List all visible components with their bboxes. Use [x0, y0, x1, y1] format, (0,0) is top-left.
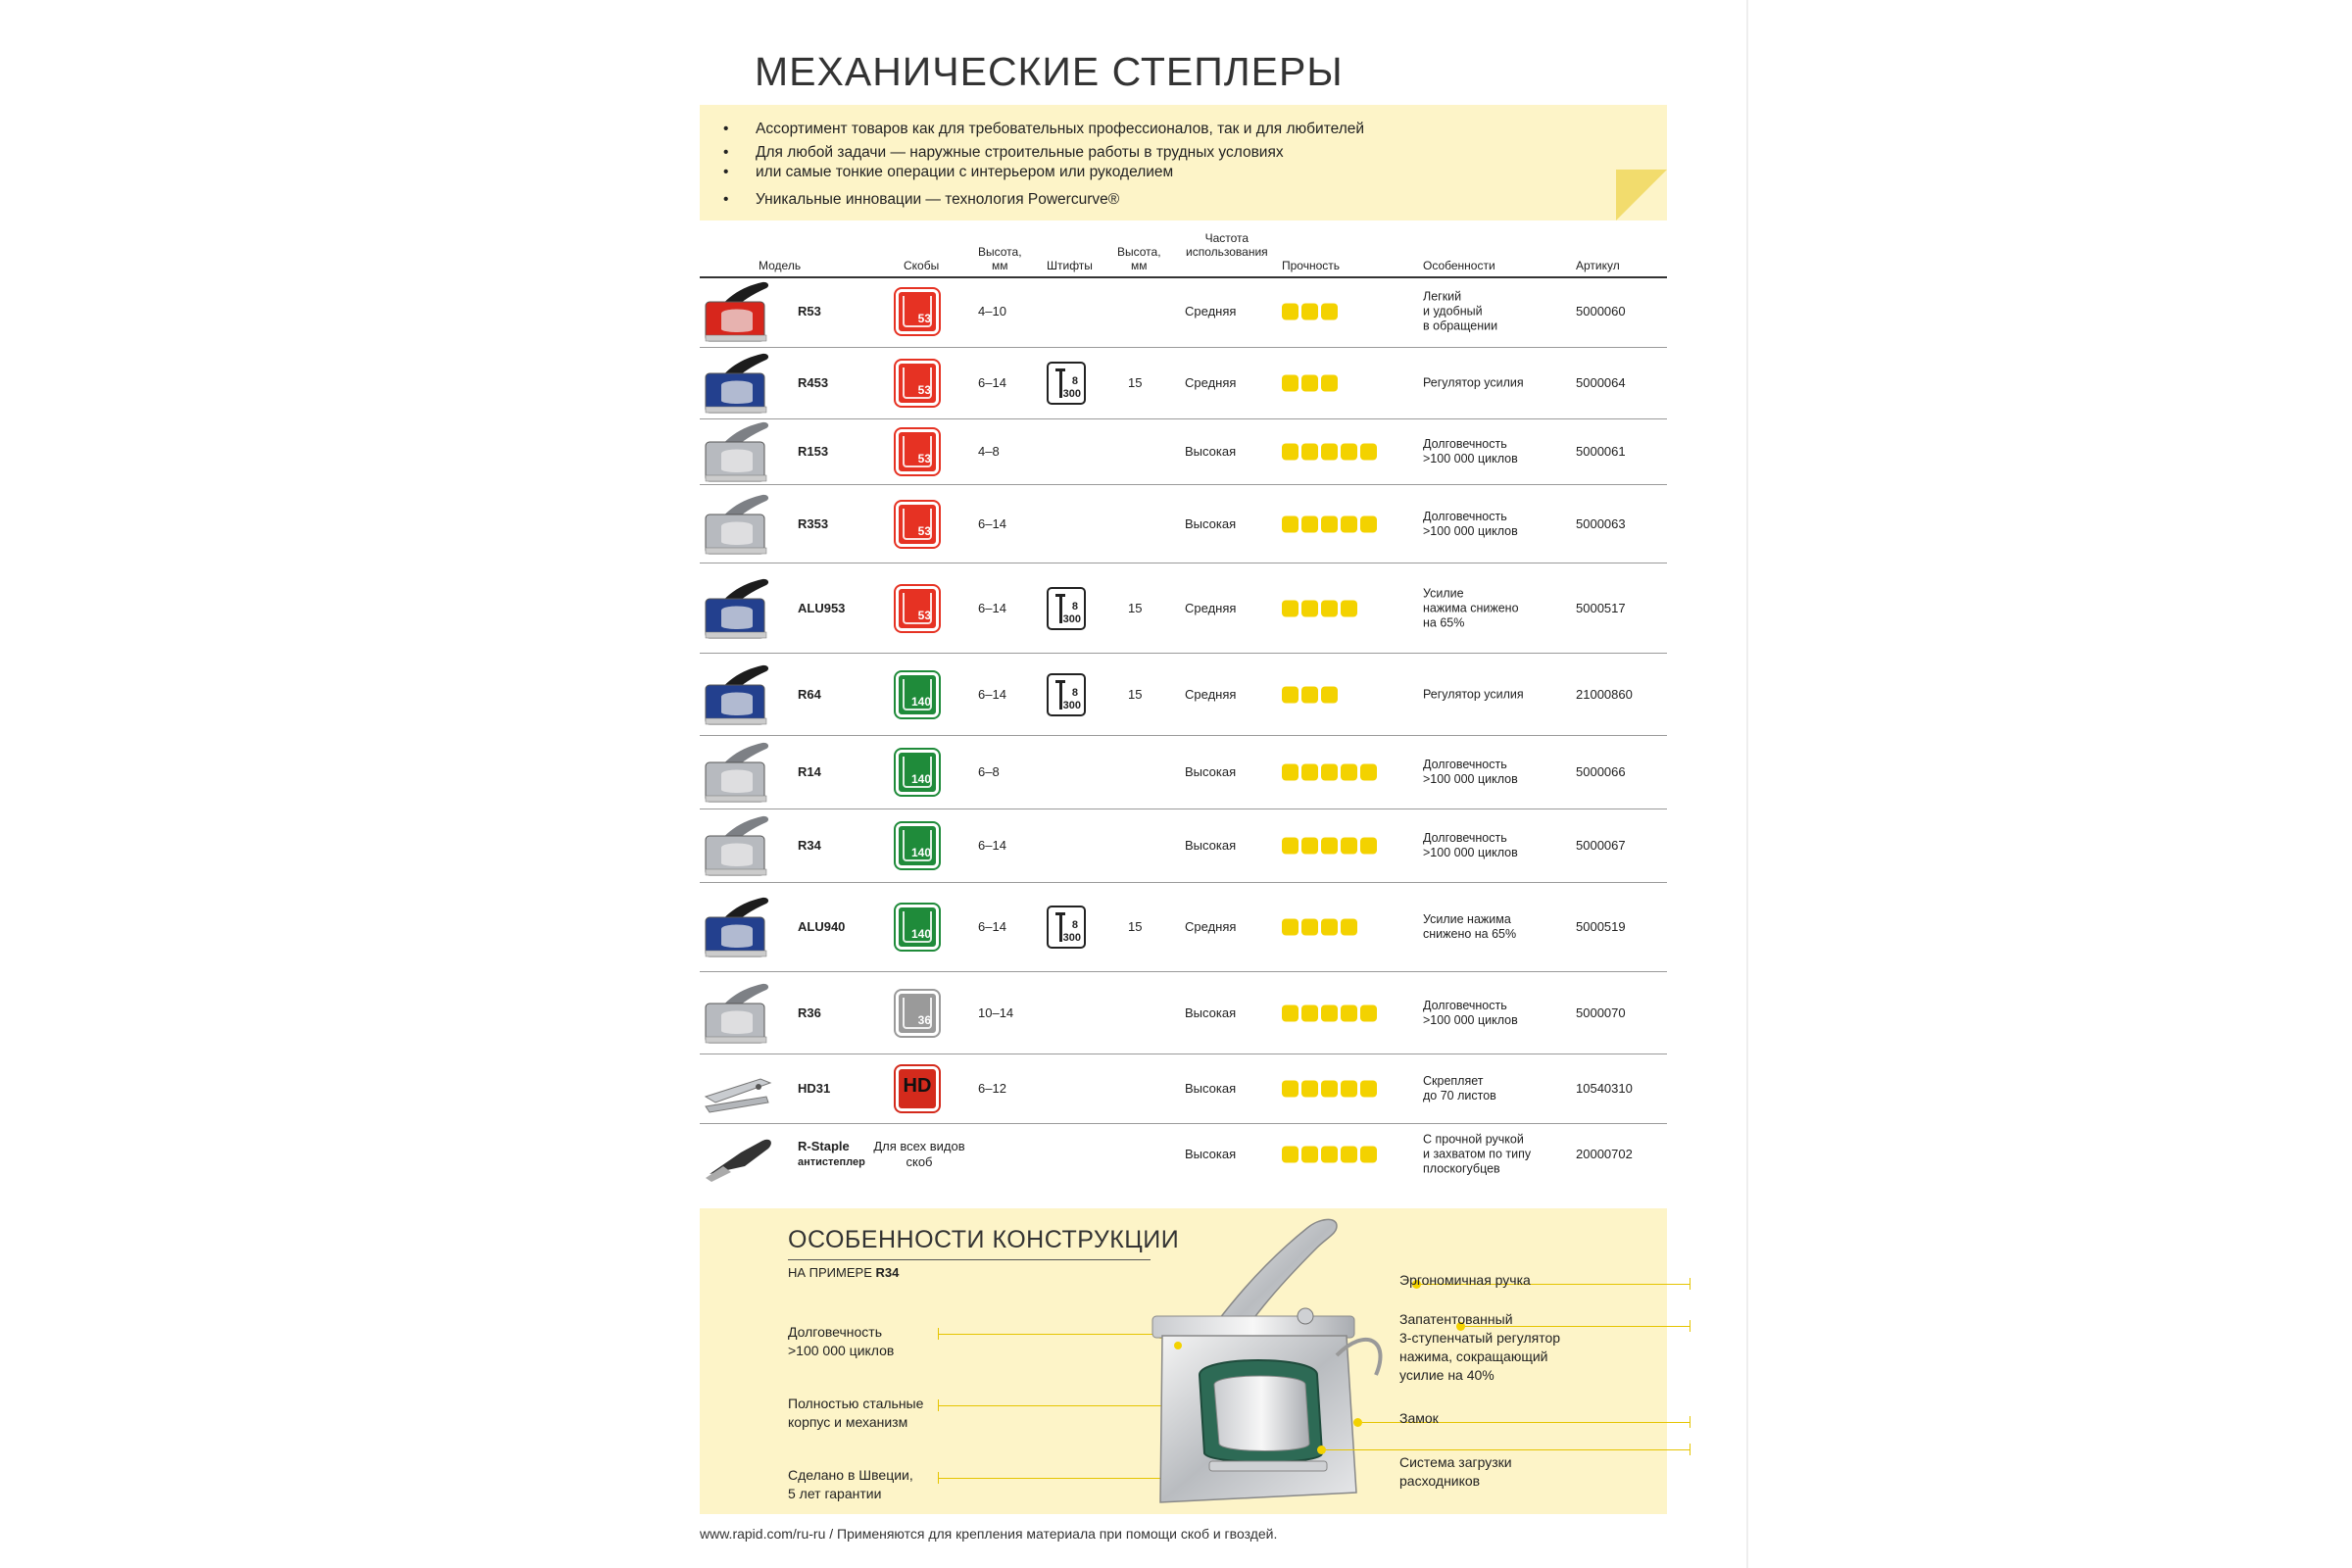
- features-line: Долговечность: [1423, 509, 1507, 523]
- stapler-image: [702, 663, 775, 726]
- strength-dot: [1321, 838, 1338, 855]
- strength-rating: [1282, 686, 1338, 703]
- staple-height: 6–14: [978, 919, 1006, 934]
- strength-dot: [1301, 444, 1318, 461]
- model-label: R453: [798, 375, 829, 390]
- strength-dot: [1321, 764, 1338, 781]
- callout-sweden: [788, 1466, 913, 1503]
- page-fold: [1616, 170, 1667, 220]
- strength-dot: [1321, 444, 1338, 461]
- strength-dot: [1321, 1146, 1338, 1162]
- strength-dot: [1282, 1081, 1298, 1098]
- pin-type-icon: [1047, 673, 1086, 716]
- pin-height: 15: [1128, 375, 1143, 390]
- callout-durability: [788, 1323, 894, 1360]
- staple-height: 6–12: [978, 1081, 1006, 1096]
- callout-handle: [1399, 1271, 1531, 1290]
- features-line: Долговечность: [1423, 437, 1507, 451]
- strength-dot: [1282, 515, 1298, 532]
- strength-rating: [1282, 1146, 1377, 1162]
- article-number: 21000860: [1576, 686, 1633, 702]
- table-row: [700, 972, 1667, 1054]
- strength-dot: [1301, 1081, 1318, 1098]
- model-label: HD31: [798, 1081, 831, 1096]
- col-height-b: мм: [992, 259, 1008, 272]
- strength-dot: [1301, 1146, 1318, 1162]
- model-label: R353: [798, 515, 829, 531]
- staple-number: 53: [917, 312, 931, 325]
- strength-dot: [1282, 444, 1298, 461]
- col-pin-height: [1117, 245, 1161, 272]
- strength-dot: [1341, 1081, 1357, 1098]
- construction-sub-model: R34: [875, 1265, 900, 1280]
- construction-panel: [700, 1208, 1667, 1514]
- pin-shaft-shape: [1059, 594, 1062, 623]
- callout-line-loading: [1326, 1449, 1690, 1450]
- model-name: [798, 1139, 865, 1170]
- features-line: Долговечность: [1423, 998, 1507, 1012]
- strength-rating: [1282, 764, 1377, 781]
- col-features: Особенности: [1423, 259, 1495, 272]
- strength-rating: [1282, 919, 1357, 936]
- features-line: Легкий: [1423, 289, 1462, 304]
- staple-type-badge: [896, 905, 939, 950]
- table-header: [700, 231, 1667, 278]
- stapler-image: [702, 577, 775, 640]
- intro-item: • Уникальные инновации — технология Powercurve®: [756, 189, 1667, 211]
- strength-rating: [1282, 515, 1377, 532]
- page-title: МЕХАНИЧЕСКИЕ СТЕПЛЕРЫ: [755, 49, 1344, 94]
- strength-dot: [1341, 515, 1357, 532]
- features-line: на 65%: [1423, 615, 1465, 629]
- stapler-image: [702, 420, 775, 483]
- stapler-image: [702, 896, 775, 958]
- staple-type-line: Для всех видов: [873, 1138, 965, 1153]
- model-name: [798, 516, 828, 532]
- model-name: [798, 304, 821, 319]
- staple-type-badge: [896, 672, 939, 717]
- stapler-r34-illustration: [1053, 1208, 1425, 1514]
- strength-rating: [1282, 838, 1377, 855]
- callout-line: >100 000 циклов: [788, 1343, 895, 1358]
- intro-item: [756, 142, 1667, 164]
- pin-size: 8: [1071, 686, 1078, 699]
- strength-dot: [1282, 1146, 1298, 1162]
- callout-lock: [1399, 1409, 1439, 1428]
- intro-panel: [700, 105, 1667, 220]
- article-number: 5000067: [1576, 838, 1626, 853]
- strength-dot: [1282, 838, 1298, 855]
- staple-height: 6–14: [978, 375, 1006, 390]
- staple-height: 10–14: [978, 1004, 1014, 1020]
- col-pin-height-b: мм: [1131, 259, 1148, 272]
- model-sublabel: антистеплер: [798, 1155, 865, 1168]
- features-line: в обращении: [1423, 318, 1498, 333]
- model-name: [798, 919, 845, 935]
- model-name: [798, 1081, 830, 1097]
- article-number: 5000063: [1576, 515, 1626, 531]
- strength-dot: [1282, 600, 1298, 616]
- col-height: [978, 245, 1022, 272]
- strength-rating: [1282, 444, 1377, 461]
- strength-dot: [1341, 919, 1357, 936]
- pin-count: 300: [1062, 699, 1081, 711]
- article-number: 20000702: [1576, 1146, 1633, 1161]
- strength-dot: [1321, 375, 1338, 392]
- staple-type-badge: [896, 823, 939, 868]
- model-name: [798, 375, 828, 391]
- strength-dot: [1301, 838, 1318, 855]
- article-number: 5000066: [1576, 764, 1626, 779]
- staple-type-badge: [896, 750, 939, 795]
- col-staples: Скобы: [904, 259, 940, 272]
- strength-dot: [1282, 919, 1298, 936]
- features-line: снижено на 65%: [1423, 927, 1517, 941]
- staple-height: 6–8: [978, 764, 1000, 779]
- staple-type-badge: [896, 429, 939, 474]
- callout-line: Система загрузки: [1399, 1454, 1512, 1470]
- strength-dot: [1341, 600, 1357, 616]
- stapler-image: [702, 982, 775, 1045]
- model-label: ALU940: [798, 919, 846, 934]
- features-line: и захватом по типу: [1423, 1147, 1532, 1160]
- strength-dot: [1341, 838, 1357, 855]
- article-number: 5000061: [1576, 444, 1626, 459]
- strength-dot: [1301, 764, 1318, 781]
- stapler-image: [702, 1057, 775, 1120]
- features-line: Усилие нажима: [1423, 912, 1511, 926]
- pin-shaft-shape: [1059, 912, 1062, 942]
- features-text: [1423, 1132, 1531, 1176]
- features-text: [1423, 510, 1518, 539]
- stapler-image: [702, 814, 775, 877]
- callout-line: Полностью стальные: [788, 1396, 924, 1411]
- features-text: [1423, 687, 1524, 702]
- staple-number: 140: [910, 694, 931, 709]
- model-name: [798, 1005, 821, 1021]
- usage-frequency: Средняя: [1185, 919, 1237, 934]
- features-line: Скрепляет: [1423, 1074, 1484, 1088]
- usage-frequency: Средняя: [1185, 375, 1237, 390]
- product-table: [700, 276, 1667, 1184]
- col-pins: Штифты: [1047, 259, 1093, 272]
- staple-number: 53: [917, 452, 931, 466]
- col-pin-height-a: Высота,: [1117, 245, 1161, 259]
- staple-type-badge: [896, 502, 939, 547]
- strength-rating: [1282, 1081, 1377, 1098]
- stapler-image: [702, 1123, 775, 1186]
- pin-type-icon: [1047, 587, 1086, 630]
- strength-rating: [1282, 600, 1357, 616]
- pin-height: 15: [1128, 600, 1143, 615]
- features-text: [1423, 437, 1518, 466]
- callout-dot: [1353, 1418, 1362, 1427]
- table-row: [700, 564, 1667, 654]
- col-frequency: [1186, 231, 1268, 259]
- staple-type-badge: [896, 991, 939, 1036]
- callout-line: нажима, сокращающий: [1399, 1348, 1548, 1364]
- features-line: Регулятор усилия: [1423, 687, 1524, 701]
- strength-dot: [1321, 919, 1338, 936]
- col-strength: Прочность: [1282, 259, 1341, 272]
- callout-loading: [1399, 1453, 1512, 1491]
- table-row: [700, 419, 1667, 485]
- model-name: [798, 764, 821, 780]
- usage-frequency: Средняя: [1185, 600, 1237, 615]
- strength-dot: [1360, 764, 1377, 781]
- features-line: Усилие: [1423, 586, 1464, 600]
- strength-rating: [1282, 304, 1338, 320]
- strength-dot: [1282, 686, 1298, 703]
- model-label: R14: [798, 764, 821, 779]
- strength-dot: [1321, 1081, 1338, 1098]
- callout-line: Запатентованный: [1399, 1311, 1513, 1327]
- article-number: 5000517: [1576, 600, 1626, 615]
- strength-dot: [1301, 304, 1318, 320]
- article-number: 5000064: [1576, 375, 1626, 390]
- staple-type-badge: [896, 586, 939, 631]
- construction-sub-prefix: НА ПРИМЕРЕ: [788, 1265, 876, 1280]
- strength-dot: [1282, 1004, 1298, 1021]
- staple-height: 6–14: [978, 686, 1006, 702]
- strength-dot: [1360, 1004, 1377, 1021]
- callout-line: Замок: [1399, 1410, 1439, 1426]
- features-line: и удобный: [1423, 304, 1483, 318]
- strength-dot: [1282, 375, 1298, 392]
- construction-subtitle: [788, 1265, 899, 1280]
- article-number: 5000060: [1576, 304, 1626, 318]
- callout-steel: [788, 1395, 923, 1432]
- model-name: [798, 444, 828, 460]
- intro-item-continued: [756, 162, 1667, 183]
- staple-number: 140: [910, 927, 931, 941]
- strength-dot: [1301, 600, 1318, 616]
- col-model: Модель: [759, 259, 802, 272]
- usage-frequency: Высокая: [1185, 515, 1237, 531]
- construction-title: ОСОБЕННОСТИ КОНСТРУКЦИИ: [788, 1226, 1180, 1253]
- staple-number: 140: [910, 846, 931, 859]
- model-label: R53: [798, 304, 821, 318]
- features-line: >100 000 циклов: [1423, 1012, 1518, 1027]
- pin-shaft-shape: [1059, 680, 1062, 710]
- strength-dot: [1321, 600, 1338, 616]
- staple-hd-label: HD: [903, 1075, 932, 1097]
- table-row: [700, 276, 1667, 348]
- strength-dot: [1321, 686, 1338, 703]
- usage-frequency: Средняя: [1185, 686, 1237, 702]
- staple-height: 6–14: [978, 838, 1006, 853]
- article-number: 5000519: [1576, 919, 1626, 934]
- features-line: Долговечность: [1423, 831, 1507, 845]
- usage-frequency: Высокая: [1185, 764, 1237, 779]
- table-row: [700, 485, 1667, 564]
- features-line: >100 000 циклов: [1423, 452, 1518, 466]
- features-line: плоскогубцев: [1423, 1161, 1500, 1175]
- callout-line: Долговечность: [788, 1324, 882, 1340]
- strength-dot: [1341, 444, 1357, 461]
- callout-line: корпус и механизм: [788, 1414, 908, 1430]
- pin-type-icon: [1047, 362, 1086, 405]
- pin-count: 300: [1062, 612, 1081, 625]
- pin-size: 8: [1071, 600, 1078, 612]
- strength-dot: [1282, 304, 1298, 320]
- strength-rating: [1282, 1004, 1377, 1021]
- pin-type-icon: [1047, 906, 1086, 949]
- model-name: [798, 601, 845, 616]
- strength-dot: [1321, 304, 1338, 320]
- features-text: [1423, 999, 1518, 1028]
- features-line: до 70 листов: [1423, 1089, 1496, 1102]
- callout-line: расходников: [1399, 1473, 1481, 1489]
- intro-list: [756, 119, 1667, 211]
- table-row: [700, 809, 1667, 883]
- features-text: [1423, 831, 1518, 860]
- model-label: R64: [798, 686, 821, 702]
- intro-item: • Ассортимент товаров как для требовательных профессионалов, так и для любителей: [756, 119, 1667, 140]
- staple-number: 53: [917, 608, 931, 622]
- features-line: С прочной ручкой: [1423, 1132, 1524, 1146]
- staple-number: 36: [917, 1012, 931, 1027]
- table-row: [700, 654, 1667, 736]
- features-text: [1423, 376, 1524, 391]
- col-frequency-a: Частота: [1204, 231, 1250, 245]
- staple-height: 4–10: [978, 304, 1006, 318]
- strength-dot: [1360, 1081, 1377, 1098]
- usage-frequency: Высокая: [1185, 1146, 1237, 1161]
- staple-number: 53: [917, 523, 931, 538]
- table-row: [700, 883, 1667, 972]
- pin-size: 8: [1071, 919, 1078, 931]
- features-line: Долговечность: [1423, 758, 1507, 771]
- pin-count: 300: [1062, 932, 1081, 944]
- staple-height: 4–8: [978, 444, 1000, 459]
- model-label: R153: [798, 444, 829, 459]
- staple-number: 53: [917, 383, 931, 397]
- model-label: R-Staple: [798, 1138, 850, 1153]
- strength-dot: [1301, 919, 1318, 936]
- usage-frequency: Высокая: [1185, 444, 1237, 459]
- staple-type-line: скоб: [906, 1153, 933, 1169]
- strength-dot: [1301, 375, 1318, 392]
- features-line: >100 000 циклов: [1423, 772, 1518, 786]
- table-row: [700, 736, 1667, 809]
- staple-type-badge: [896, 1066, 939, 1111]
- stapler-image: [702, 741, 775, 804]
- footer-note: www.rapid.com/ru-ru / Применяются для крепления материала при помощи скоб и гвоздей.: [700, 1526, 1278, 1542]
- strength-dot: [1341, 1004, 1357, 1021]
- model-label: R36: [798, 1004, 821, 1020]
- staple-height: 6–14: [978, 515, 1006, 531]
- strength-dot: [1341, 764, 1357, 781]
- model-label: R34: [798, 838, 821, 853]
- usage-frequency: Высокая: [1185, 838, 1237, 853]
- usage-frequency: Высокая: [1185, 1004, 1237, 1020]
- features-text: [1423, 758, 1518, 787]
- strength-dot: [1360, 838, 1377, 855]
- strength-dot: [1360, 1146, 1377, 1162]
- features-text: [1423, 586, 1519, 630]
- intro-line: Для любой задачи — наружные строительные работы в трудных условиях: [756, 144, 1284, 161]
- callout-line: 3-ступенчатый регулятор: [1399, 1330, 1561, 1346]
- usage-frequency: Высокая: [1185, 1081, 1237, 1096]
- strength-dot: [1301, 1004, 1318, 1021]
- stapler-image: [702, 280, 775, 343]
- features-text: [1423, 1074, 1496, 1103]
- callout-line: Сделано в Швеции,: [788, 1467, 913, 1483]
- callout-dot: [1317, 1446, 1326, 1454]
- strength-dot: [1301, 515, 1318, 532]
- features-line: Регулятор усилия: [1423, 375, 1524, 390]
- pin-height: 15: [1128, 686, 1143, 702]
- staple-type-text: [872, 1139, 966, 1170]
- features-text: [1423, 290, 1497, 334]
- callout-regulator: [1399, 1310, 1560, 1385]
- table-row: [700, 1054, 1667, 1124]
- pin-count: 300: [1062, 388, 1081, 400]
- staple-number: 140: [910, 772, 931, 786]
- pin-height: 15: [1128, 919, 1143, 934]
- strength-dot: [1360, 444, 1377, 461]
- strength-dot: [1301, 686, 1318, 703]
- strength-dot: [1341, 1146, 1357, 1162]
- model-name: [798, 687, 821, 703]
- features-text: [1423, 912, 1516, 942]
- intro-line: или самые тонкие операции с интерьером или рукоделием: [756, 164, 1174, 180]
- strength-rating: [1282, 375, 1338, 392]
- usage-frequency: Средняя: [1185, 304, 1237, 318]
- page-edge: [1746, 0, 1748, 1568]
- col-frequency-b: использования: [1186, 245, 1268, 259]
- col-article: Артикул: [1576, 259, 1620, 272]
- pin-size: 8: [1071, 375, 1078, 387]
- article-number: 10540310: [1576, 1081, 1633, 1096]
- strength-dot: [1321, 1004, 1338, 1021]
- table-row: [700, 1124, 1667, 1184]
- features-line: >100 000 циклов: [1423, 523, 1518, 538]
- callout-line: Эргономичная ручка: [1399, 1272, 1531, 1288]
- staple-type-badge: [896, 289, 939, 334]
- strength-dot: [1360, 515, 1377, 532]
- article-number: 5000070: [1576, 1004, 1626, 1020]
- stapler-image: [702, 352, 775, 415]
- strength-dot: [1321, 515, 1338, 532]
- strength-dot: [1282, 764, 1298, 781]
- staple-height: 6–14: [978, 600, 1006, 615]
- stapler-image: [702, 493, 775, 556]
- table-row: [700, 348, 1667, 419]
- pin-shaft-shape: [1059, 368, 1062, 398]
- staple-type-badge: [896, 361, 939, 406]
- callout-line: усилие на 40%: [1399, 1367, 1494, 1383]
- model-name: [798, 838, 821, 854]
- model-label: ALU953: [798, 600, 846, 615]
- features-line: нажима снижено: [1423, 601, 1519, 614]
- col-height-a: Высота,: [978, 245, 1022, 259]
- features-line: >100 000 циклов: [1423, 846, 1518, 859]
- callout-line: 5 лет гарантии: [788, 1486, 882, 1501]
